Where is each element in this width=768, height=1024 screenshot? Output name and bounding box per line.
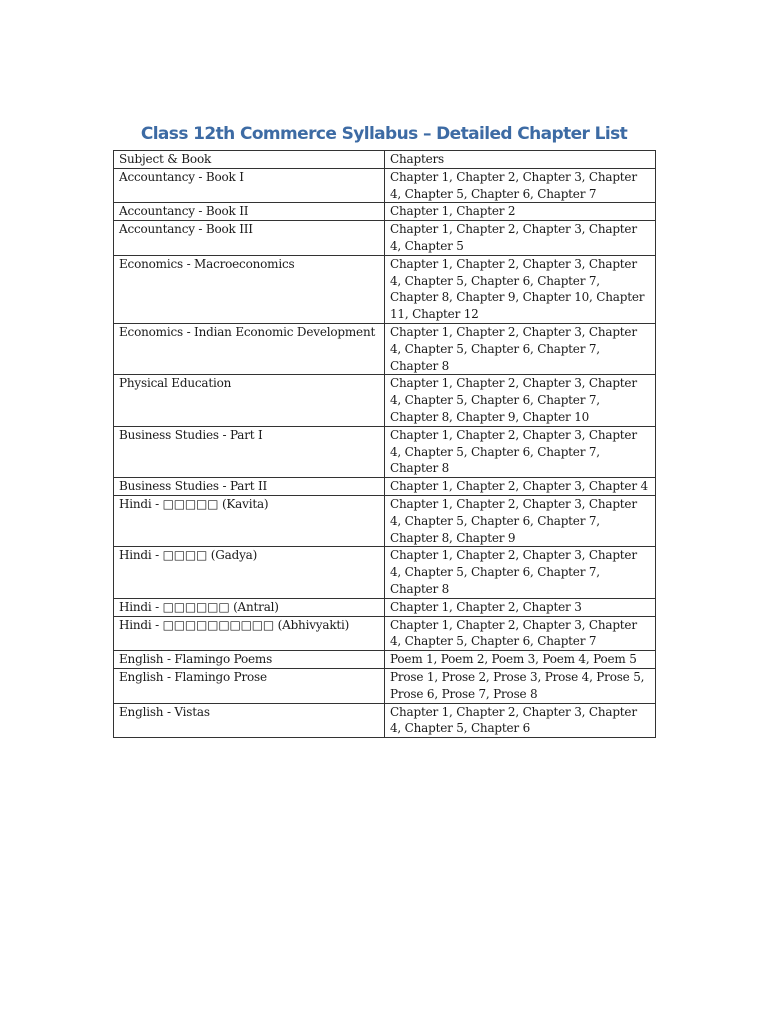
table-row <box>114 495 656 546</box>
table-row <box>114 668 656 703</box>
chapters-cell: Chapter 1, Chapter 2, Chapter 3 <box>385 598 656 616</box>
subject-cell: Accountancy - Book I <box>114 168 385 203</box>
table-header-row <box>114 151 656 169</box>
table-row <box>114 221 656 256</box>
chapters-cell: Chapter 1, Chapter 2 <box>385 203 656 221</box>
subject-cell: Economics - Indian Economic Development <box>114 323 385 374</box>
subject-cell: English - Flamingo Prose <box>114 668 385 703</box>
syllabus-table <box>113 150 656 738</box>
table-row <box>114 616 656 651</box>
chapters-cell: Chapter 1, Chapter 2, Chapter 3, Chapter 4, Chapter 5, Chapter 6, Chapter 7, Chapter 8, Chapter 9, Chapter 10, Chapter 11, Chapter 12 <box>385 255 656 323</box>
subject-cell: Hindi - □□□□ (Gadya) <box>114 547 385 598</box>
subject-cell: Hindi - □□□□□□ (Antral) <box>114 598 385 616</box>
subject-cell: Business Studies - Part I <box>114 426 385 477</box>
table-row <box>114 255 656 323</box>
table-row <box>114 547 656 598</box>
page-title: Class 12th Commerce Syllabus – Detailed Chapter List <box>140 124 628 144</box>
chapters-cell: Chapter 1, Chapter 2, Chapter 3, Chapter 4 <box>385 478 656 496</box>
subject-cell: Economics - Macroeconomics <box>114 255 385 323</box>
table-row <box>114 168 656 203</box>
chapters-cell: Chapter 1, Chapter 2, Chapter 3, Chapter 4, Chapter 5, Chapter 6, Chapter 7, Chapter 8 <box>385 547 656 598</box>
chapters-cell: Chapter 1, Chapter 2, Chapter 3, Chapter 4, Chapter 5 <box>385 221 656 256</box>
subject-cell: Hindi - □□□□□□□□□□ (Abhivyakti) <box>114 616 385 651</box>
subject-cell: Accountancy - Book II <box>114 203 385 221</box>
subject-cell: Business Studies - Part II <box>114 478 385 496</box>
subject-cell: English - Flamingo Poems <box>114 651 385 669</box>
column-header-chapters: Chapters <box>385 151 656 169</box>
table-row <box>114 651 656 669</box>
chapters-cell: Chapter 1, Chapter 2, Chapter 3, Chapter 4, Chapter 5, Chapter 6, Chapter 7, Chapter 8, Chapter 9, Chapter 10 <box>385 375 656 426</box>
chapters-cell: Chapter 1, Chapter 2, Chapter 3, Chapter 4, Chapter 5, Chapter 6 <box>385 703 656 738</box>
chapters-cell: Chapter 1, Chapter 2, Chapter 3, Chapter 4, Chapter 5, Chapter 6, Chapter 7, Chapter 8 <box>385 323 656 374</box>
chapters-cell: Chapter 1, Chapter 2, Chapter 3, Chapter 4, Chapter 5, Chapter 6, Chapter 7, Chapter 8, Chapter 9 <box>385 495 656 546</box>
table-row <box>114 478 656 496</box>
table-row <box>114 426 656 477</box>
table-row <box>114 598 656 616</box>
table-row <box>114 703 656 738</box>
table-row <box>114 375 656 426</box>
chapters-cell: Prose 1, Prose 2, Prose 3, Prose 4, Prose 5, Prose 6, Prose 7, Prose 8 <box>385 668 656 703</box>
subject-cell: Accountancy - Book III <box>114 221 385 256</box>
chapters-cell: Poem 1, Poem 2, Poem 3, Poem 4, Poem 5 <box>385 651 656 669</box>
table-row <box>114 323 656 374</box>
subject-cell: Hindi - □□□□□ (Kavita) <box>114 495 385 546</box>
syllabus-table-body <box>114 151 656 738</box>
subject-cell: English - Vistas <box>114 703 385 738</box>
chapters-cell: Chapter 1, Chapter 2, Chapter 3, Chapter 4, Chapter 5, Chapter 6, Chapter 7, Chapter 8 <box>385 426 656 477</box>
chapters-cell: Chapter 1, Chapter 2, Chapter 3, Chapter 4, Chapter 5, Chapter 6, Chapter 7 <box>385 616 656 651</box>
table-row <box>114 203 656 221</box>
chapters-cell: Chapter 1, Chapter 2, Chapter 3, Chapter 4, Chapter 5, Chapter 6, Chapter 7 <box>385 168 656 203</box>
subject-cell: Physical Education <box>114 375 385 426</box>
column-header-subject: Subject & Book <box>114 151 385 169</box>
